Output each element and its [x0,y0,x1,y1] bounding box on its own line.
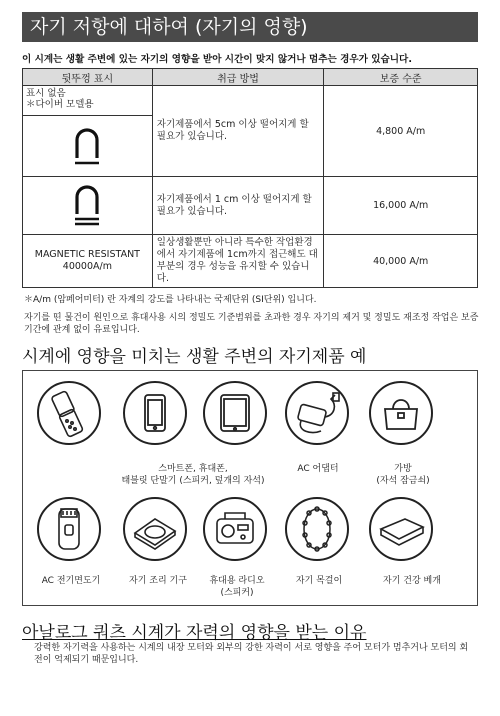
handbag-icon [369,381,433,445]
header-level: 보증 수준 [324,69,478,86]
mark-cell [23,177,153,235]
intro-text: 이 시계는 생활 주변에 있는 자기의 영향을 받아 시간이 맞지 않거나 멈추는 경우가 있습니다. [22,54,412,65]
tablet-icon [203,381,267,445]
example-label: AC 전기면도기 [41,576,101,586]
portable-radio-icon [203,497,267,561]
magnetic-necklace-icon [285,497,349,561]
examples-box [22,370,478,606]
table-header-row [23,69,478,86]
method-cell: 자기제품에서 5cm 이상 떨어지게 할 필요가 있습니다. [152,86,324,177]
example-label: 자기 조리 기구 [129,576,187,586]
example-label: 스마트폰, 휴대폰, 태블릿 단말기 (스피커, 덮개의 자석) [121,464,265,486]
flip-phone-icon [37,381,101,445]
footnote: ＊A/m (암페어미터) 란 자계의 강도를 나타내는 국제단위 (SI단위) 입니다. [24,295,317,305]
table-row [23,235,478,288]
header-method: 취급 방법 [152,69,324,86]
example-label: 자기 목걸이 [295,576,343,586]
example-label: 휴대용 라디오 (스피커) [209,576,265,598]
warning-text: 자기를 띤 물건이 원인으로 휴대사용 시의 정밀도 기준범위를 초과한 경우 자기의 제거 및 정밀도 재조정 작업은 보증기간에 관계 없이 유료입니다. [24,313,479,335]
mark-cell: MAGNETIC RESISTANT 40000A/m [23,235,153,288]
table-row [23,86,478,177]
examples-heading: 시계에 영향을 미치는 생활 주변의 자기제품 예 [22,347,367,367]
two-magnet-mark-icon [23,178,152,234]
level-cell: 40,000 A/m [324,235,478,288]
reason-text: 강력한 자기력을 사용하는 시계의 내장 모터와 외부의 강한 자력이 서로 영향을 주어 모터가 멈추거나 모터의 회전이 억제되기 때문입니다. [34,643,469,665]
level-cell: 4,800 A/m [324,86,478,177]
example-label: 가방 (자석 잠금쇠) [376,464,430,486]
table-row [23,177,478,235]
mark-none-text: 표시 없음 ＊다이버 모델용 [23,86,152,116]
example-label: AC 어댑터 [297,464,339,474]
electric-shaver-icon [37,497,101,561]
one-magnet-mark-icon [23,116,152,176]
mark-cell [23,86,153,177]
header-mark: 뒷뚜껑 표시 [23,69,153,86]
reason-heading: 아날로그 쿼츠 시계가 자력의 영향을 받는 이유 [22,623,367,643]
magnetic-resistance-table [22,68,478,288]
induction-cooker-icon [123,497,187,561]
level-cell: 16,000 A/m [324,177,478,235]
health-pillow-icon [369,497,433,561]
method-cell: 자기제품에서 1 cm 이상 떨어지게 할 필요가 있습니다. [152,177,324,235]
method-cell: 일상생활뿐만 아니라 특수한 작업환경에서 자기제품에 1cm까지 접근해도 대부분의 경우 성능을 유지할 수 있습니다. [152,235,324,288]
ac-adapter-icon [285,381,349,445]
example-label: 자기 건강 베개 [383,576,441,586]
smartphone-icon [123,381,187,445]
page-title: 자기 저항에 대하여 (자기의 영향) [22,12,478,42]
